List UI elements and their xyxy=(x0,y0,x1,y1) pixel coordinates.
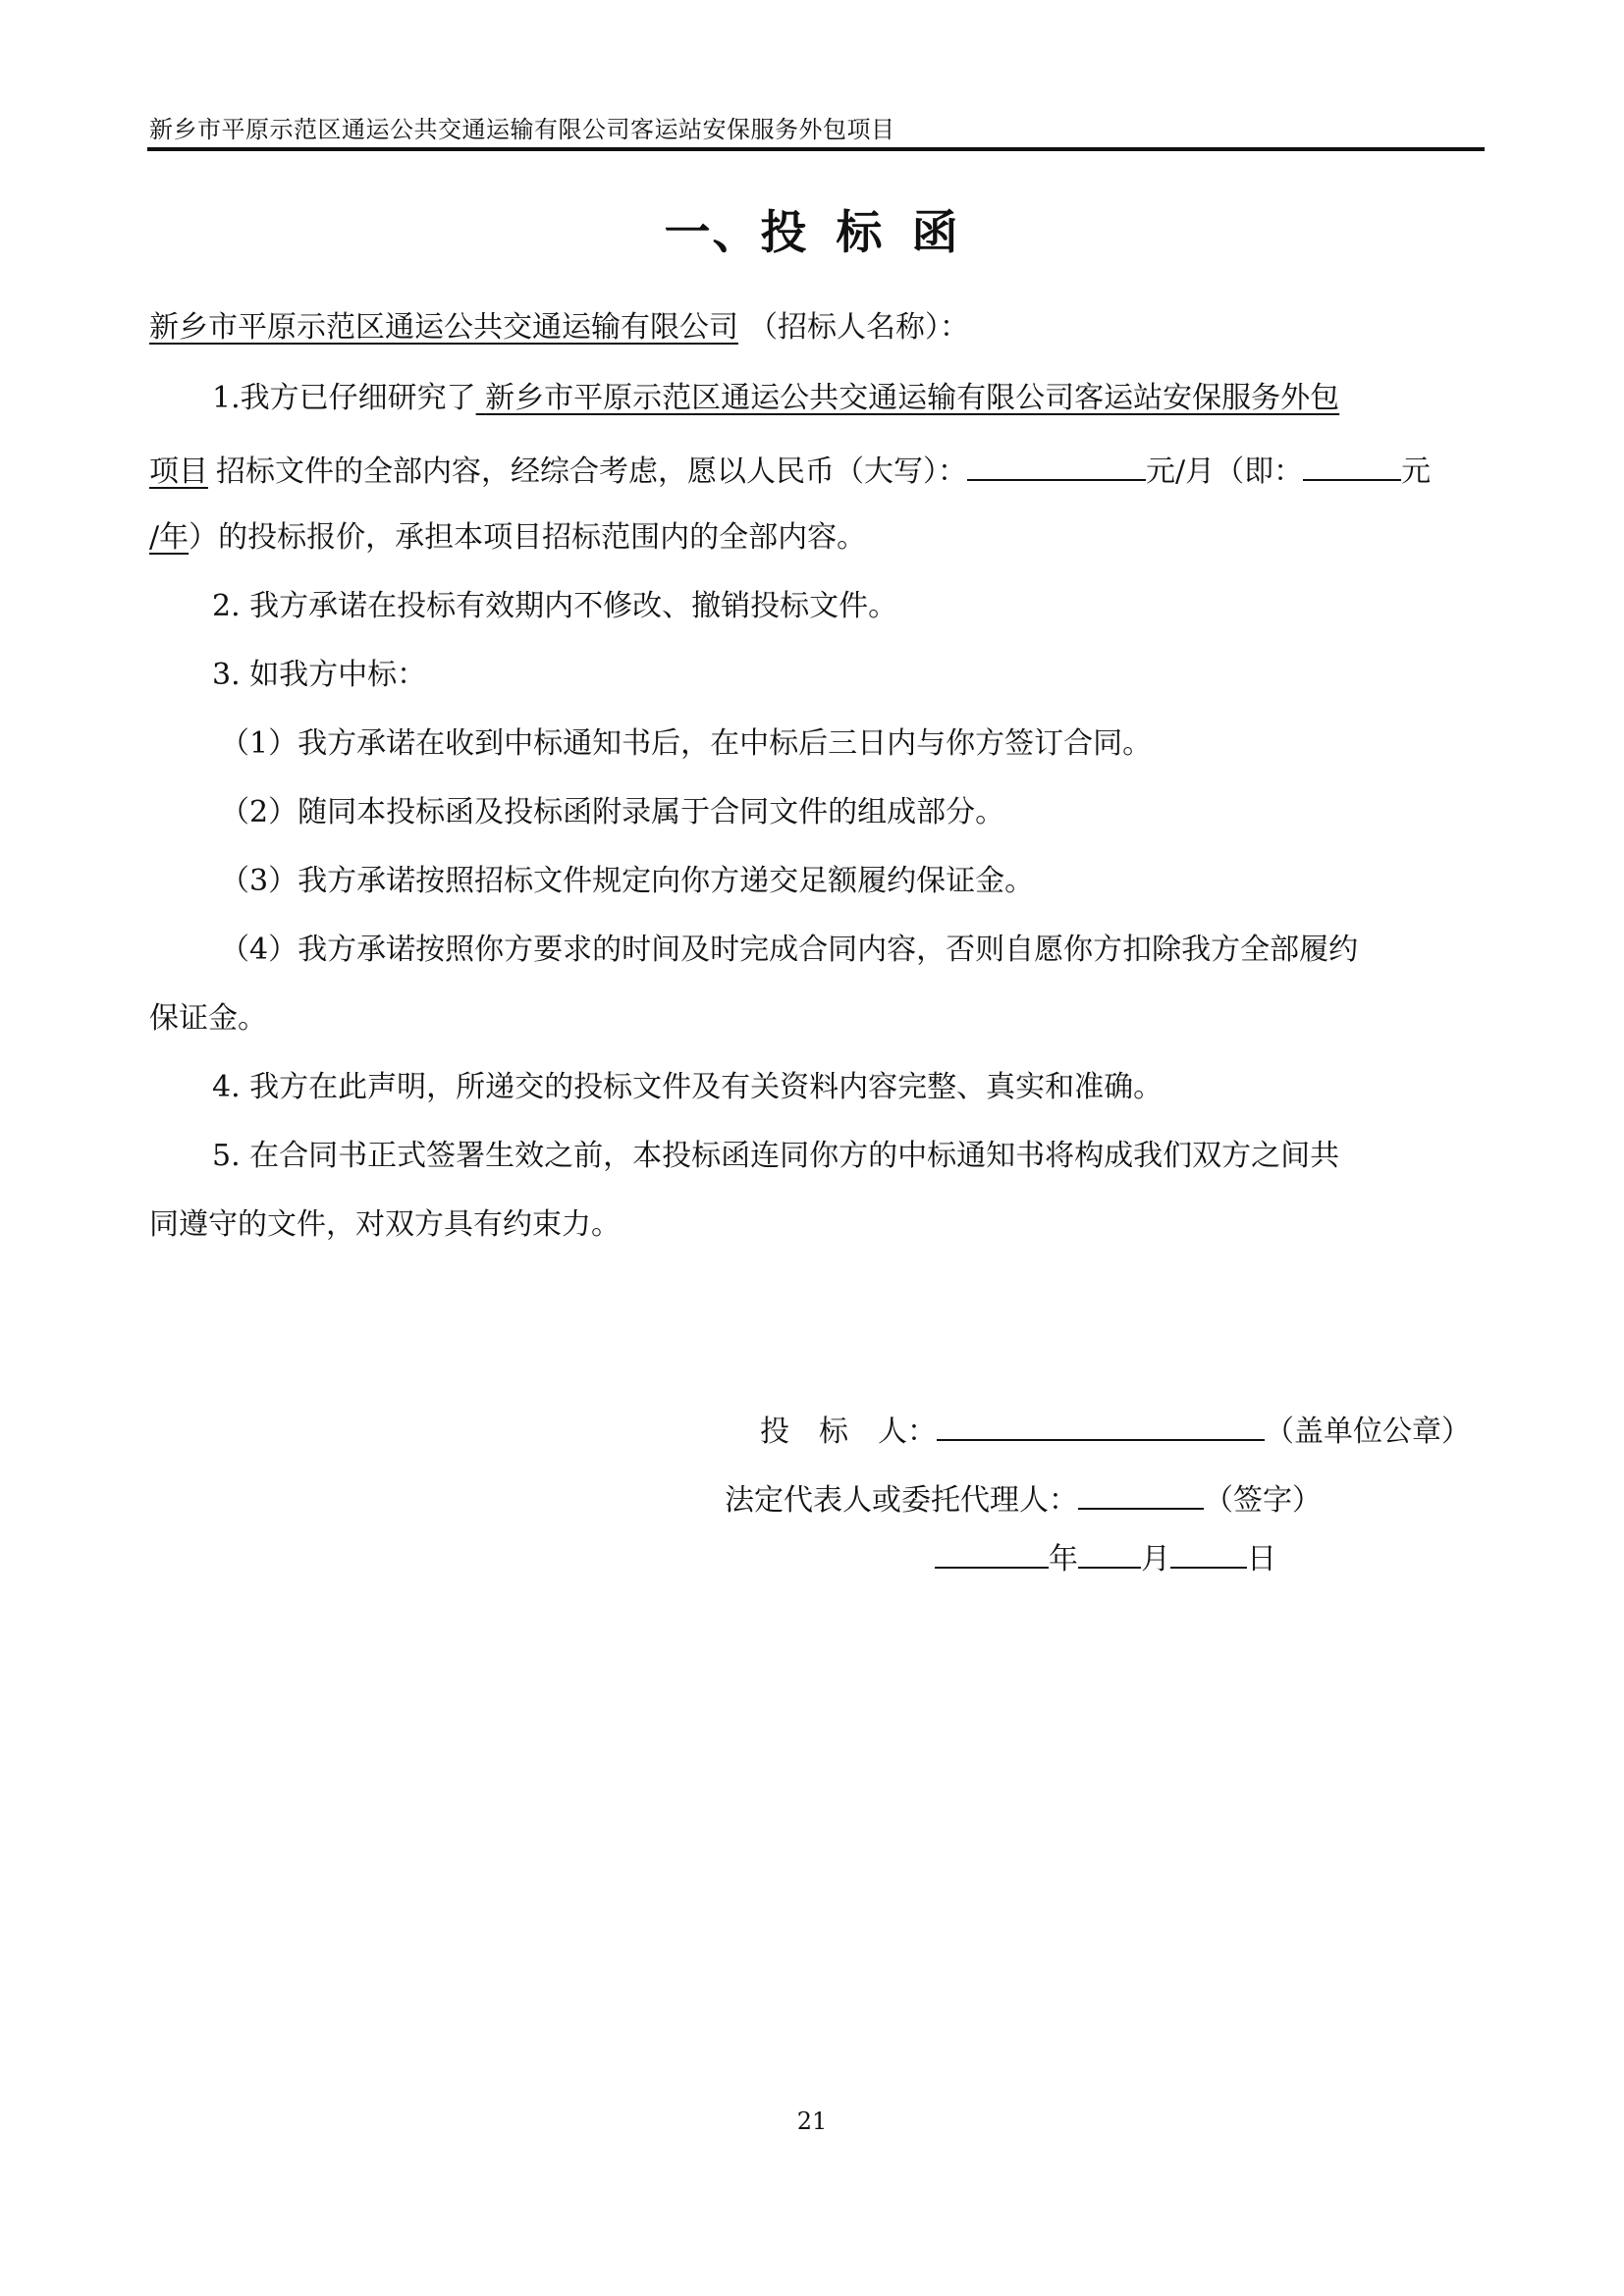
item1-unit: /年 xyxy=(149,520,189,555)
salutation xyxy=(149,308,969,347)
sub-item-4-line1: （4）我方承诺按照你方要求的时间及时完成合同内容，否则自愿你方扣除我方全部履约 xyxy=(220,933,1359,967)
bidder-row xyxy=(760,1410,1471,1452)
sub-item-2: （2）随同本投标函及投标函附录属于合同文件的组成部分。 xyxy=(220,795,1005,829)
item1-text3: 元 xyxy=(1401,454,1432,489)
day-label: 日 xyxy=(1247,1542,1276,1576)
representative-label: 法定代表人或委托代理人： xyxy=(725,1483,1078,1518)
item1-project-part2: 项目 xyxy=(149,454,208,489)
amount-monthly-blank[interactable] xyxy=(967,450,1146,481)
salutation-suffix: （招标人名称）： xyxy=(748,310,969,345)
bidder-note: （盖单位公章） xyxy=(1265,1415,1471,1449)
item5-line2: 同遵守的文件，对双方具有约束力。 xyxy=(149,1207,621,1242)
month-label: 月 xyxy=(1141,1542,1170,1576)
item1-line3 xyxy=(149,518,866,558)
item1-text4: ）的投标报价，承担本项目招标范围内的全部内容。 xyxy=(189,520,867,555)
header-title: 新乡市平原示范区通运公共交通运输有限公司客运站安保服务外包项目 xyxy=(149,116,895,143)
sub-item-1: （1）我方承诺在收到中标通知书后，在中标后三日内与你方签订合同。 xyxy=(220,726,1153,761)
item1-prefix: 1.我方已仔细研究了 xyxy=(212,381,476,415)
year-label: 年 xyxy=(1049,1542,1078,1576)
sub-item-4-line2: 保证金。 xyxy=(149,1001,267,1036)
bidder-label: 投 标 人： xyxy=(760,1415,937,1449)
representative-note: （签字） xyxy=(1204,1483,1322,1518)
month-blank[interactable] xyxy=(1078,1537,1141,1569)
item1-text1: 招标文件的全部内容，经综合考虑，愿以人民币（大写）： xyxy=(216,454,967,489)
title-part-3: 函 xyxy=(911,206,960,260)
page-title xyxy=(0,204,1624,263)
item3: 3. 如我方中标： xyxy=(212,658,427,692)
amount-yearly-blank[interactable] xyxy=(1303,450,1401,481)
day-blank[interactable] xyxy=(1170,1537,1247,1569)
title-part-1: 一、投 xyxy=(664,206,809,260)
item2: 2. 我方承诺在投标有效期内不修改、撤销投标文件。 xyxy=(212,589,898,623)
item1-line1 xyxy=(212,379,1339,418)
date-row xyxy=(935,1537,1276,1579)
item5-line1: 5. 在合同书正式签署生效之前，本投标函连同你方的中标通知书将构成我们双方之间共 xyxy=(212,1139,1340,1173)
header-rule xyxy=(147,147,1485,151)
representative-row xyxy=(725,1478,1322,1521)
bidder-blank[interactable] xyxy=(937,1410,1265,1441)
item1-line2 xyxy=(149,450,1431,492)
representative-blank[interactable] xyxy=(1078,1478,1204,1510)
title-part-2: 标 xyxy=(836,206,885,260)
item1-project-part1: 新乡市平原示范区通运公共交通运输有限公司客运站安保服务外包 xyxy=(485,381,1340,415)
page-number: 21 xyxy=(796,2108,828,2135)
year-blank[interactable] xyxy=(935,1537,1049,1569)
item4: 4. 我方在此声明，所递交的投标文件及有关资料内容完整、真实和准确。 xyxy=(212,1070,1164,1104)
salutation-company: 新乡市平原示范区通运公共交通运输有限公司 xyxy=(149,310,738,345)
item1-text2: 元/月（即： xyxy=(1146,454,1304,489)
sub-item-3: （3）我方承诺按照招标文件规定向你方递交足额履约保证金。 xyxy=(220,864,1035,898)
